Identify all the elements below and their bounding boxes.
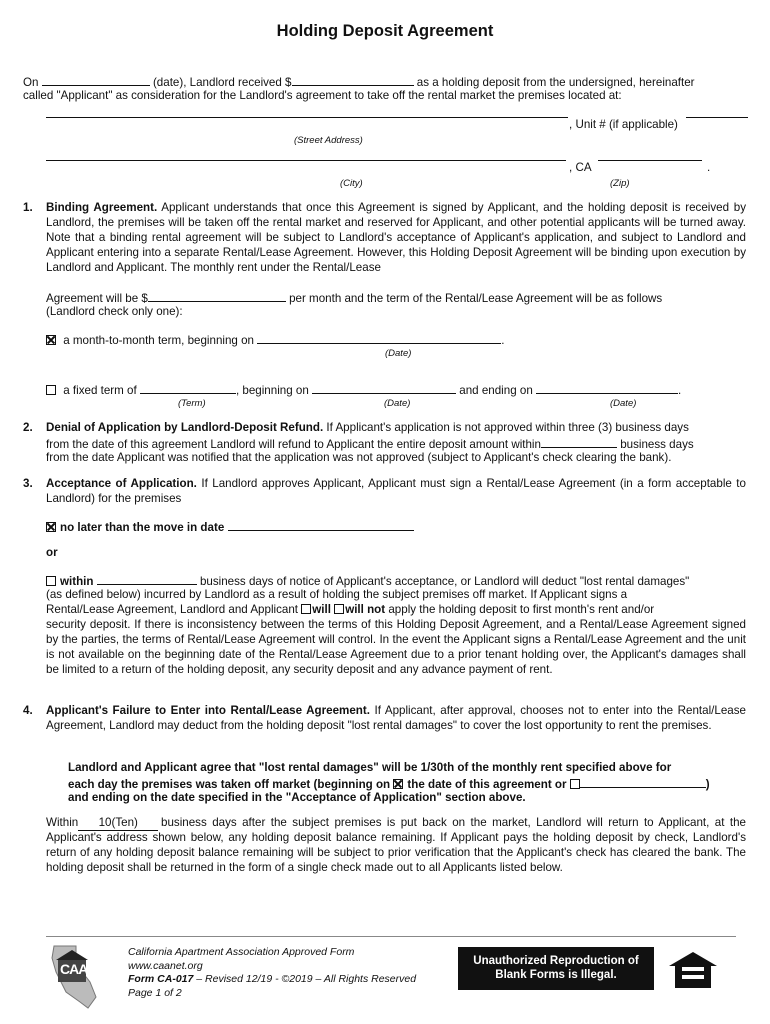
footer-divider [46, 936, 736, 937]
will-label: will [312, 603, 331, 616]
section-4-number: 4. [23, 704, 33, 717]
page-number: Page 1 of 2 [128, 986, 182, 999]
or-label: or [46, 546, 58, 559]
deposit-amount-field[interactable] [292, 73, 414, 86]
footer-text [128, 946, 416, 1000]
section-3-body-3: security deposit. If there is inconsistency between the terms of this Holding Deposit Agreement, and a Rental/Lease Agreement signed by the parties, the terms of Rental/Lease Agreement will control. In the event the Applicant signs a Rental/Lease Agreement and the unit is not available on the beginning date of the Rental/Lease Agreement due to a prior tenant holding over, the Applicant's damages shall be limited to a return of the holding deposit, any security deposit and any advance payment of rent. [46, 618, 746, 676]
ending-label: and ending on [459, 384, 533, 397]
move-in-label: no later than the move in date [60, 521, 225, 534]
beginning-label: , beginning on [235, 384, 309, 397]
section-3-number: 3. [23, 477, 33, 490]
monthly-rent-field[interactable] [148, 289, 286, 302]
move-in-option [46, 518, 546, 535]
unit-field[interactable] [686, 117, 748, 118]
return-days-field[interactable]: 10(Ten) [78, 815, 158, 831]
city-field[interactable] [46, 160, 566, 161]
within-checkbox[interactable] [46, 576, 56, 586]
rent-label: Agreement will be $ [46, 292, 148, 305]
month-to-month-option [46, 331, 646, 348]
rent-terms-label: per month and the term of the Rental/Lease Agreement will be as follows [289, 292, 663, 305]
landlord-check-note: (Landlord check only one): [46, 305, 183, 318]
fixed-end-date-field[interactable] [536, 381, 678, 394]
section-1-heading: Binding Agreement. [46, 201, 158, 214]
form-revision: – Revised 12/19 - ©2019 – All Rights Reserved [193, 973, 417, 985]
footer-approved: California Apartment Association Approved Form [128, 946, 355, 958]
section-4-heading: Applicant's Failure to Enter into Rental/Lease Agreement. [46, 704, 370, 717]
intro-date-label: (date), Landlord received $ [152, 76, 292, 89]
will-not-checkbox[interactable] [334, 604, 344, 614]
rental-agreement-text: Rental/Lease Agreement, Landlord and Applicant [46, 603, 299, 616]
term-field[interactable] [140, 381, 236, 394]
equal-housing-icon [667, 950, 719, 990]
will-checkbox[interactable] [301, 604, 311, 614]
section-3-text [46, 476, 746, 506]
street-caption: (Street Address) [294, 135, 363, 146]
section-2-line-1 [46, 420, 751, 435]
unit-label: , Unit # (if applicable) [569, 118, 678, 131]
beginning-on-text: each day the premises was taken off market (beginning on [68, 778, 391, 791]
date-caption-2: (Date) [384, 398, 411, 409]
footer-website: www.caanet.org [128, 959, 203, 972]
footer-form-line [128, 973, 416, 987]
date-caption-1: (Date) [385, 348, 412, 359]
period: . [678, 384, 682, 397]
warning-line-2: Blank Forms is Illegal. [495, 969, 617, 981]
lost-damages-line-1: Landlord and Applicant agree that "lost rental damages" will be 1/30th of the monthly rent specified above for [68, 761, 672, 774]
zip-field[interactable] [598, 160, 702, 161]
return-text: business days after the subject premises is put back on the market, Landlord will return to Applicant, at the Applicant's address shown below, any holding deposit balance remaining. If Applicant pays the holding deposit by check, Landlord's return of any holding deposit balance remaining will be subject to prior verification that the Applicant's check has cleared the bank. The holding deposit shall be returned in the form of a single check made out to all Applicants listed below. [46, 816, 746, 874]
ca-label: , CA [569, 161, 592, 174]
section-2-line-3: from the date Applicant was notified that the application was not approved (subject to Applicant's check clearing the bank). [46, 451, 672, 464]
fixed-term-checkbox[interactable] [46, 385, 56, 395]
section-3-body: If Landlord approves Applicant, Applicant must sign a Rental/Lease Agreement (in a form acceptable to Landlord) for the premises [46, 477, 746, 505]
section-2-number: 2. [23, 421, 33, 434]
fixed-begin-date-field[interactable] [312, 381, 456, 394]
section-2-heading: Denial of Application by Landlord-Deposit Refund. [46, 421, 324, 434]
move-in-checkbox[interactable] [46, 522, 56, 532]
month-to-month-checkbox[interactable] [46, 335, 56, 345]
street-address-field[interactable] [46, 117, 568, 118]
warning-line-1: Unauthorized Reproduction of [473, 955, 639, 967]
month-to-month-label: a month-to-month term, beginning on [63, 334, 254, 347]
other-date-field[interactable] [580, 775, 706, 788]
fixed-term-label: a fixed term of [63, 384, 137, 397]
section-4-text [46, 703, 746, 733]
intro-on-label: On [23, 76, 39, 89]
zip-caption: (Zip) [610, 178, 630, 189]
move-in-date-field[interactable] [228, 518, 414, 531]
section-3-heading: Acceptance of Application. [46, 477, 197, 490]
date-field[interactable] [42, 73, 150, 86]
reproduction-warning [458, 947, 654, 990]
lost-damages-line-3: and ending on the date specified in the "Acceptance of Application" section above. [68, 791, 526, 804]
refund-days-field[interactable] [541, 435, 617, 448]
caa-logo [46, 942, 102, 1012]
within-text: business days of notice of Applicant's acceptance, or Landlord will deduct "lost rental damages" [199, 575, 690, 588]
section-1-body: Applicant understands that once this Agreement is signed by Applicant, and the holding deposit is received by Landlord, the premises will be taken off the rental market and reserved for Applicant, and other potential applicants will be turned away. Note that a binding rental agreement will be subject to Landlord's acceptance of Applicant's application, and subject to Landlord and Applicant entering into a separate Rental/Lease Agreement. However, this Holding Deposit Agreement will be binding upon execution by Landlord and Applicant. The monthly rent under the Rental/Lease [46, 201, 746, 274]
apply-deposit-text: apply the holding deposit to first month's rent and/or [388, 603, 655, 616]
section-1-text [46, 200, 746, 275]
section-3-body-1: (as defined below) incurred by Landlord as a result of holding the subject premises off market. If Applicant signs a [46, 588, 628, 601]
section-2-text-c: business days [620, 438, 694, 451]
section-3-body-2 [46, 602, 751, 617]
section-2-text-a: If Applicant's application is not approved within three (3) business days [326, 421, 689, 434]
city-caption: (City) [340, 178, 363, 189]
will-not-label: will not [345, 603, 386, 616]
period: . [501, 334, 505, 347]
section-1-number: 1. [23, 201, 33, 214]
within-label-2: Within [46, 816, 79, 829]
date-caption-3: (Date) [610, 398, 637, 409]
month-to-month-date-field[interactable] [257, 331, 501, 344]
page-title: Holding Deposit Agreement [276, 22, 494, 40]
close-paren: ) [705, 778, 710, 791]
within-days-field[interactable] [97, 572, 197, 585]
intro-tail: as a holding deposit from the undersigned, hereinafter [416, 76, 695, 89]
section-2-text-b: from the date of this agreement Landlord will refund to Applicant the entire deposit amount within [46, 438, 541, 451]
caa-logo-text: CAA [60, 961, 88, 977]
agreement-date-checkbox[interactable] [393, 779, 403, 789]
term-caption: (Term) [178, 398, 206, 409]
other-date-checkbox[interactable] [570, 779, 580, 789]
within-label: within [60, 575, 94, 588]
intro-line-2: called "Applicant" as consideration for the Landlord's agreement to take off the rental market the premises located at: [23, 89, 622, 102]
address-period: . [707, 161, 711, 174]
section-4-body: If Applicant, after approval, chooses not to enter into the Rental/Lease Agreement, Landlord may deduct from the holding deposit "lost rental damages" to cover the lost opportunity to rent the premises. [46, 704, 746, 732]
agreement-date-label: the date of this agreement or [407, 778, 567, 791]
form-number: Form CA-017 [128, 973, 194, 985]
